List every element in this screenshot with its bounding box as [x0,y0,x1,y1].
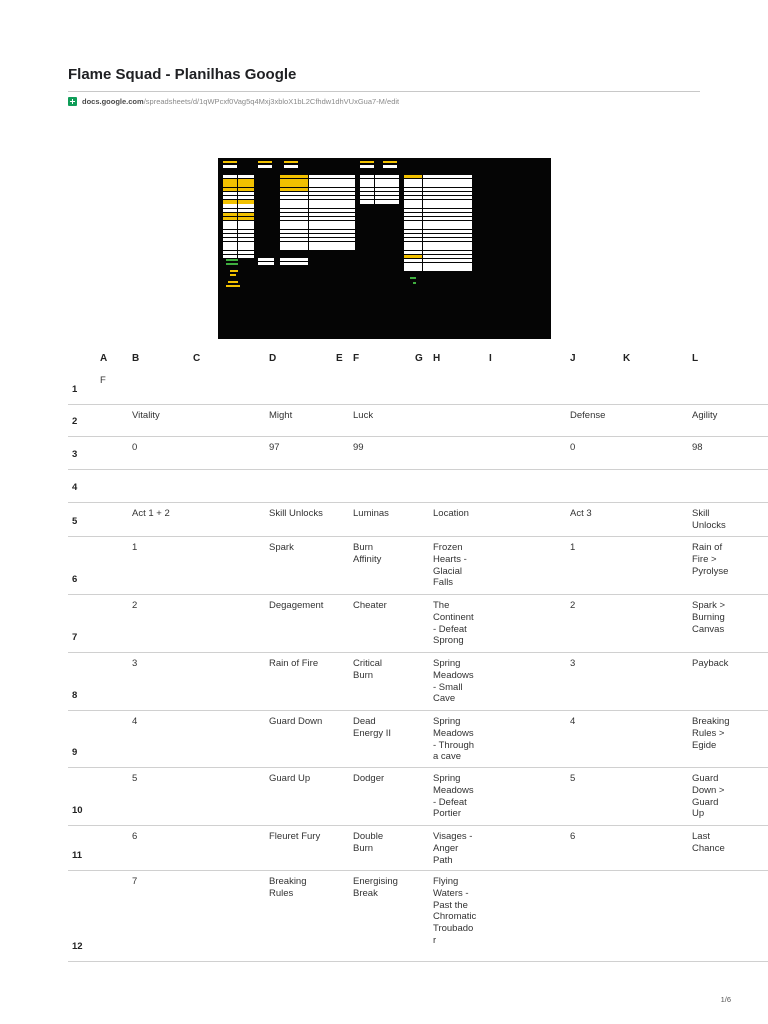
thumbnail-cell [423,179,472,182]
table-cell: 3 [132,658,138,669]
thumbnail-cell [223,242,237,245]
thumbnail-cell [423,251,472,254]
table-cell: 4 [132,716,138,727]
table-cell: Spring Meadows - Defeat Portier [433,773,474,820]
thumbnail-cell [404,246,422,249]
thumbnail-cell [404,230,422,233]
table-cell: F [100,375,106,386]
row-divider [68,536,768,537]
table-cell: 0 [132,442,138,453]
thumbnail-cell [238,221,254,224]
thumbnail-cell [404,259,422,262]
thumbnail-header [284,165,298,168]
thumbnail-note [226,285,240,287]
thumbnail-cell [223,200,237,203]
page-title: Flame Squad - Planilhas Google [68,66,297,83]
row-divider [68,710,768,711]
thumbnail-cell [223,188,237,191]
column-header: H [433,353,441,364]
row-number: 7 [72,632,78,643]
row-number: 12 [72,941,83,952]
thumbnail-cell [280,204,308,207]
thumbnail-cell [360,175,374,178]
thumbnail-cell [423,246,472,249]
thumbnail-cell [280,200,308,203]
thumbnail-cell [280,242,308,245]
column-header: B [132,353,140,364]
thumbnail-cell [360,188,374,191]
row-divider [68,404,768,405]
page-number: 1/6 [720,995,731,1004]
table-cell: Guard Down [269,716,323,727]
thumbnail-cell [280,213,308,216]
column-header: F [353,353,360,364]
thumbnail-cell [223,179,237,182]
thumbnail-cell [223,213,237,216]
table-cell: Degagement [269,600,324,611]
thumbnail-note [410,277,416,279]
column-header: D [269,353,277,364]
thumbnail-cell [238,209,254,212]
table-cell: Location [433,508,469,519]
table-cell: 6 [132,831,138,842]
thumbnail-note [258,258,274,261]
thumbnail-cell [309,209,355,212]
thumbnail-cell [309,213,355,216]
row-divider [68,502,768,503]
table-cell: Burn Affinity [353,542,382,565]
table-cell: Spring Meadows - Through a cave [433,716,475,763]
table-cell: Breaking Rules [269,876,307,899]
thumbnail-note [228,281,238,283]
thumbnail-cell [223,209,237,212]
thumbnail-cell [223,217,237,220]
thumbnail-cell [404,188,422,191]
thumbnail-cell [309,175,355,178]
table-cell: Might [269,410,293,421]
thumbnail-cell [238,175,254,178]
thumbnail-cell [404,251,422,254]
thumbnail-cell [223,221,237,224]
table-cell: 7 [132,876,138,887]
thumbnail-cell [423,267,472,270]
google-sheets-icon [68,97,77,106]
thumbnail-cell [404,221,422,224]
table-cell: Guard Down > Guard Up [692,773,725,820]
thumbnail-cell [423,188,472,191]
thumbnail-cell [238,242,254,245]
thumbnail-header [284,161,298,163]
thumbnail-cell [309,188,355,191]
row-divider [68,825,768,826]
thumbnail-cell [280,217,308,220]
thumbnail-cell [423,255,472,258]
row-number: 6 [72,574,78,585]
thumbnail-cell [309,225,355,228]
table-cell: Cheater [353,600,387,611]
column-header: E [336,353,343,364]
thumbnail-header [258,165,272,168]
thumbnail-cell [223,225,237,228]
thumbnail-cell [375,188,399,191]
table-cell: The Continent - Defeat Sprong [433,600,474,647]
thumbnail-cell [280,238,308,241]
thumbnail-cell [223,196,237,199]
thumbnail-note [230,270,238,272]
thumbnail-cell [375,175,399,178]
thumbnail-cell [404,263,422,266]
table-cell: Energising Break [353,876,398,899]
table-cell: 0 [570,442,576,453]
thumbnail-cell [223,230,237,233]
thumbnail-cell [238,183,254,186]
table-cell: Spark > Burning Canvas [692,600,726,635]
row-divider [68,436,768,437]
table-cell: 5 [570,773,576,784]
thumbnail-cell [423,259,472,262]
thumbnail-cell [238,234,254,237]
thumbnail-cell [423,183,472,186]
thumbnail-cell [238,188,254,191]
thumbnail-cell [423,263,472,266]
thumbnail-cell [423,217,472,220]
thumbnail-cell [280,246,308,249]
thumbnail-cell [309,238,355,241]
thumbnail-header [223,165,237,168]
thumbnail-header [383,161,397,163]
row-divider [68,652,768,653]
thumbnail-cell [360,179,374,182]
thumbnail-header [258,161,272,163]
table-cell: 3 [570,658,576,669]
thumbnail-cell [238,196,254,199]
thumbnail-cell [404,217,422,220]
table-cell: 99 [353,442,364,453]
thumbnail-cell [309,234,355,237]
thumbnail-cell [238,213,254,216]
thumbnail-cell [309,242,355,245]
thumbnail-cell [309,221,355,224]
thumbnail-cell [375,183,399,186]
table-cell: Vitality [132,410,160,421]
thumbnail-cell [280,179,308,182]
thumbnail-cell [280,234,308,237]
row-divider [68,469,768,470]
thumbnail-cell [404,255,422,258]
thumbnail-cell [238,230,254,233]
table-cell: 98 [692,442,703,453]
thumbnail-header [383,165,397,168]
row-number: 11 [72,850,83,861]
thumbnail-cell [404,234,422,237]
thumbnail-cell [360,196,374,199]
table-cell: Payback [692,658,729,669]
thumbnail-cell [223,192,237,195]
row-divider [68,594,768,595]
table-cell: Last Chance [692,831,725,854]
table-cell: 97 [269,442,280,453]
column-header: L [692,353,699,364]
thumbnail-cell [238,217,254,220]
thumbnail-cell [223,251,237,254]
thumbnail-cell [280,196,308,199]
thumbnail-header [360,165,374,168]
table-cell: Dodger [353,773,385,784]
thumbnail-cell [280,175,308,178]
thumbnail-cell [423,200,472,203]
column-header: I [489,353,492,364]
table-cell: Dead Energy II [353,716,392,739]
column-header: C [193,353,201,364]
thumbnail-cell [223,238,237,241]
table-cell: Luck [353,410,374,421]
thumbnail-cell [238,204,254,207]
table-cell: Skill Unlocks [692,508,726,531]
thumbnail-cell [309,196,355,199]
row-number: 2 [72,416,78,427]
thumbnail-cell [238,251,254,254]
table-cell: Fleuret Fury [269,831,321,842]
column-header: K [623,353,631,364]
thumbnail-cell [404,213,422,216]
row-number: 10 [72,805,83,816]
table-cell: Critical Burn [353,658,383,681]
thumbnail-cell [360,200,374,203]
thumbnail-cell [404,192,422,195]
thumbnail-cell [404,200,422,203]
thumbnail-cell [423,196,472,199]
thumbnail-cell [238,179,254,182]
source-url[interactable] [68,95,399,107]
thumbnail-header [360,161,374,163]
thumbnail-cell [375,179,399,182]
thumbnail-note [413,282,416,284]
thumbnail-cell [223,246,237,249]
row-divider [68,961,768,962]
thumbnail-cell [238,192,254,195]
thumbnail-cell [238,246,254,249]
thumbnail-cell [404,238,422,241]
spreadsheet-thumbnail [218,158,551,339]
row-divider [68,767,768,768]
table-cell: 5 [132,773,138,784]
table-cell: Frozen Hearts - Glacial Falls [433,542,467,589]
thumbnail-cell [223,204,237,207]
thumbnail-cell [404,242,422,245]
thumbnail-note [226,263,238,265]
spreadsheet-table [68,348,730,968]
thumbnail-cell [238,255,254,258]
thumbnail-cell [404,179,422,182]
table-cell: 4 [570,716,576,727]
table-cell: Skill Unlocks [269,508,323,519]
thumbnail-note [280,258,308,261]
source-domain[interactable]: docs.google.com [82,96,144,106]
thumbnail-note [258,262,274,265]
table-cell: 2 [570,600,576,611]
thumbnail-cell [280,209,308,212]
thumbnail-cell [423,204,472,207]
thumbnail-cell [404,209,422,212]
column-header: J [570,353,576,364]
row-number: 1 [72,384,78,395]
row-number: 8 [72,690,78,701]
thumbnail-cell [223,175,237,178]
column-header: G [415,353,423,364]
table-cell: Act 1 + 2 [132,508,170,519]
thumbnail-cell [360,192,374,195]
thumbnail-cell [423,242,472,245]
thumbnail-cell [404,175,422,178]
thumbnail-cell [280,230,308,233]
thumbnail-cell [309,230,355,233]
thumbnail-cell [404,204,422,207]
thumbnail-cell [309,179,355,182]
table-cell: 2 [132,600,138,611]
thumbnail-cell [309,217,355,220]
thumbnail-cell [423,234,472,237]
thumbnail-cell [375,192,399,195]
thumbnail-cell [423,192,472,195]
thumbnail-cell [280,225,308,228]
table-cell: Double Burn [353,831,384,854]
table-cell: Agility [692,410,718,421]
thumbnail-cell [238,238,254,241]
table-cell: 1 [570,542,576,553]
table-cell: Guard Up [269,773,311,784]
thumbnail-cell [280,188,308,191]
table-cell: Luminas [353,508,389,519]
table-cell: Flying Waters - Past the Chromatic Troubado r [433,876,477,946]
title-divider [68,91,700,92]
thumbnail-cell [223,183,237,186]
table-cell: Defense [570,410,606,421]
thumbnail-header [223,161,237,163]
column-header: A [100,353,108,364]
table-cell: 1 [132,542,138,553]
thumbnail-cell [309,204,355,207]
thumbnail-note [280,262,308,265]
thumbnail-cell [238,225,254,228]
thumbnail-cell [423,221,472,224]
thumbnail-cell [238,200,254,203]
thumbnail-cell [309,192,355,195]
thumbnail-note [230,274,236,276]
thumbnail-cell [423,225,472,228]
thumbnail-cell [280,221,308,224]
thumbnail-cell [423,213,472,216]
row-divider [68,870,768,871]
row-number: 4 [72,482,78,493]
thumbnail-cell [423,230,472,233]
table-cell: Rain of Fire [269,658,319,669]
thumbnail-cell [404,183,422,186]
table-cell: Spring Meadows - Small Cave [433,658,474,705]
table-cell: Spark [269,542,294,553]
thumbnail-cell [309,246,355,249]
table-cell: Act 3 [570,508,592,519]
thumbnail-cell [375,196,399,199]
thumbnail-cell [309,200,355,203]
row-number: 5 [72,516,78,527]
thumbnail-cell [423,209,472,212]
thumbnail-cell [375,200,399,203]
thumbnail-cell [309,183,355,186]
thumbnail-note [226,259,238,261]
thumbnail-cell [223,255,237,258]
thumbnail-cell [360,183,374,186]
thumbnail-cell [404,225,422,228]
source-path[interactable]: /spreadsheets/d/1qWPcxf0Vag5q4Mxj3xbloX1bL2Cfhdw1dhVUxGua7-M/edit [143,96,400,106]
thumbnail-cell [223,234,237,237]
row-number: 3 [72,449,78,460]
table-cell: Breaking Rules > Egide [692,716,730,751]
thumbnail-cell [404,267,422,270]
thumbnail-cell [423,238,472,241]
row-number: 9 [72,747,78,758]
thumbnail-cell [280,183,308,186]
thumbnail-cell [423,175,472,178]
table-cell: Rain of Fire > Pyrolyse [692,542,729,577]
thumbnail-cell [280,192,308,195]
table-cell: Visages - Anger Path [433,831,473,866]
table-cell: 6 [570,831,576,842]
thumbnail-cell [404,196,422,199]
